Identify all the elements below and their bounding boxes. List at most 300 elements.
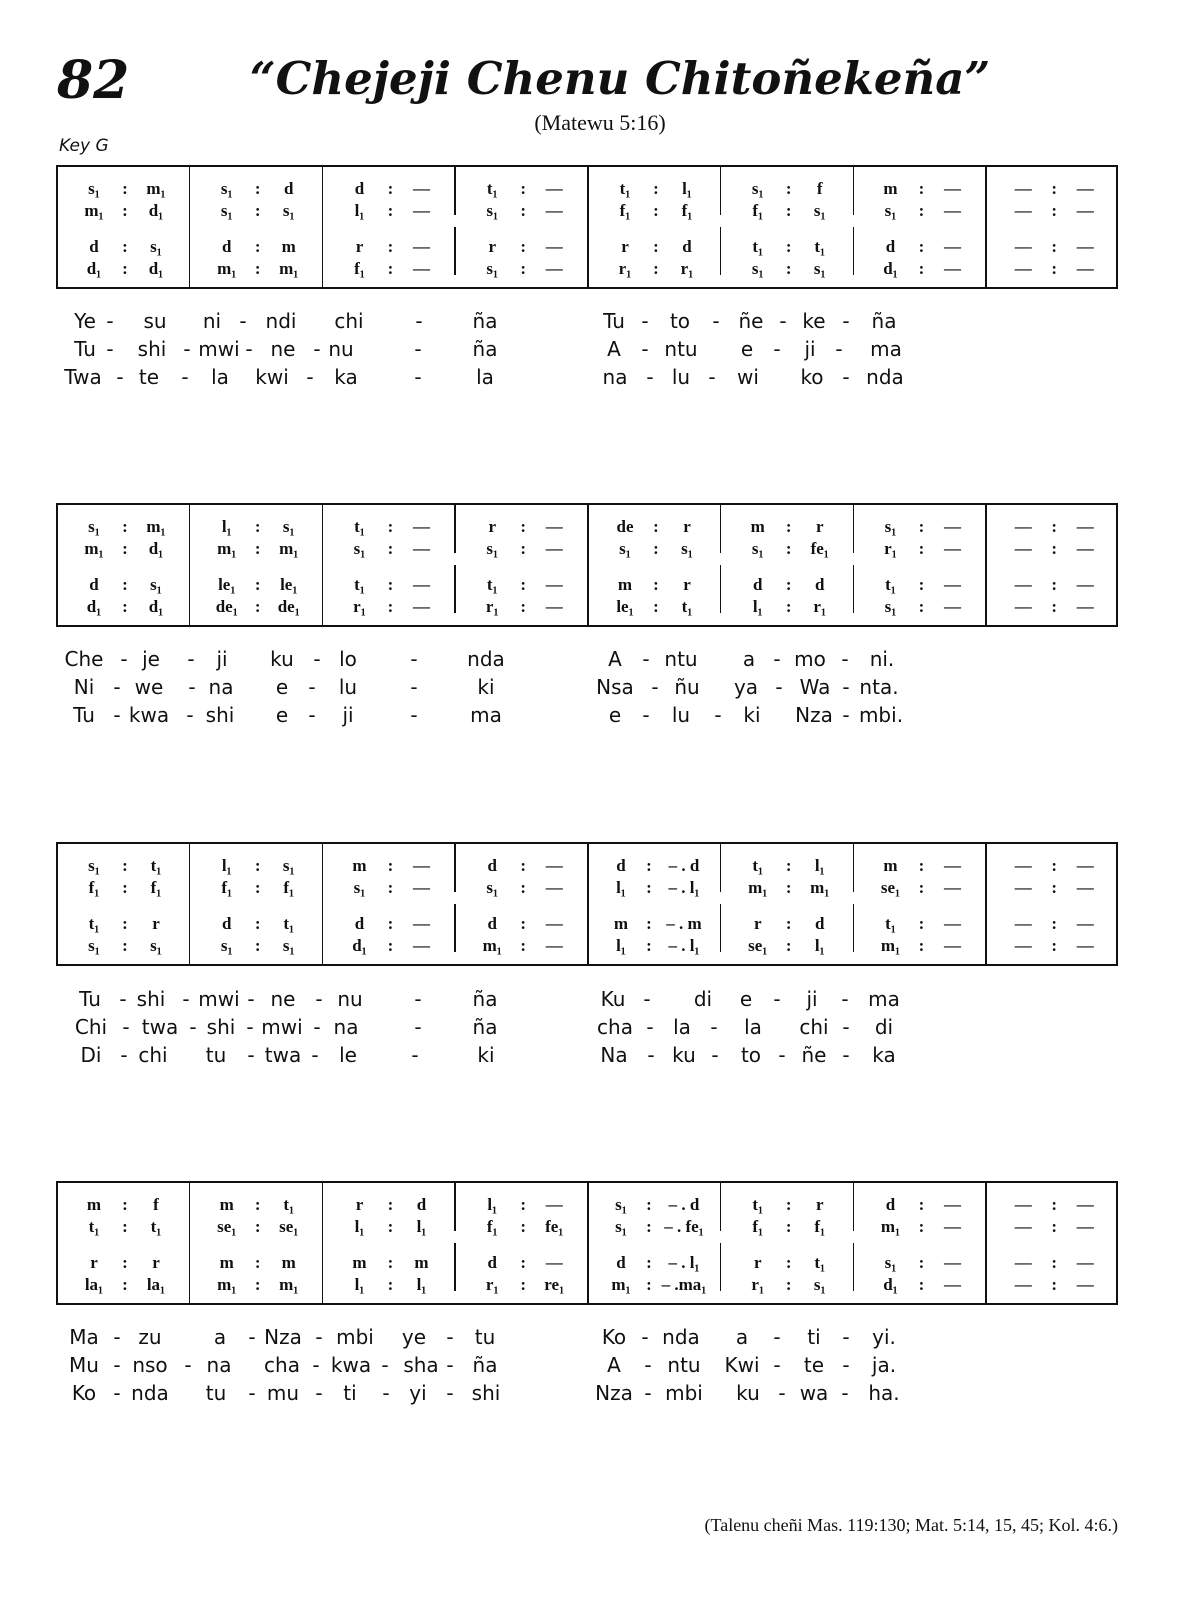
beat-colon: :: [387, 1253, 394, 1272]
note: d₁: [148, 539, 164, 558]
measure: [987, 505, 1120, 629]
note: de₁: [277, 597, 300, 616]
scripture-reference: (Matewu 5:16): [534, 110, 666, 135]
voice-row: [324, 855, 457, 877]
syllable: e: [275, 675, 289, 699]
syllable-hyphen: -: [381, 1353, 389, 1377]
lyric-line: [56, 363, 1118, 391]
note: —: [1076, 539, 1094, 558]
voice-row: [456, 855, 589, 877]
measure: [58, 1183, 191, 1307]
syllable: la: [744, 1015, 762, 1039]
beat-colon: :: [122, 1195, 128, 1214]
syllable: ki: [477, 675, 495, 699]
lyric-line: [56, 673, 1118, 701]
syllable: ka: [334, 365, 358, 389]
beat-colon: :: [653, 179, 659, 198]
syllable: tu: [205, 1381, 227, 1405]
measure: [58, 505, 191, 629]
lyric-line: [56, 1041, 1118, 1069]
note: m₁: [748, 878, 768, 897]
note: le₁: [280, 575, 298, 594]
voice-row: [722, 877, 855, 899]
note: r: [621, 237, 629, 256]
syllable: ntu: [667, 1353, 701, 1377]
voice-row: [987, 1216, 1120, 1238]
note: s₁: [681, 539, 693, 558]
note: —: [413, 575, 430, 594]
beat-colon: :: [122, 201, 128, 220]
note: l₁: [752, 597, 763, 616]
syllable: zu: [138, 1325, 162, 1349]
note: re₁: [544, 1275, 565, 1294]
note: —: [545, 517, 563, 536]
beat-colon: :: [254, 575, 261, 594]
syllable: ye: [401, 1325, 427, 1349]
beat-colon: :: [918, 179, 925, 198]
note: – .ma₁: [661, 1275, 707, 1294]
syllable-hyphen: -: [414, 1015, 422, 1039]
note: se₁: [279, 1217, 299, 1236]
note: —: [1014, 936, 1032, 955]
note: —: [413, 259, 430, 278]
beat-colon: :: [785, 1195, 792, 1214]
note: —: [1076, 878, 1094, 897]
voice-row: [191, 200, 324, 222]
voice-row: [191, 1194, 324, 1216]
syllable-hyphen: -: [842, 365, 850, 389]
syllable: chi: [334, 309, 364, 333]
syllable-hyphen: -: [113, 1381, 121, 1405]
note: r: [753, 1253, 762, 1272]
beat-colon: :: [520, 856, 527, 875]
syllable-hyphen: -: [312, 1353, 320, 1377]
voice-row: [589, 200, 722, 222]
syllable: mwi: [261, 1015, 303, 1039]
note: —: [545, 936, 563, 955]
voice-row: [456, 877, 589, 899]
syllable-hyphen: -: [835, 337, 843, 361]
note: s₁: [220, 179, 233, 198]
syllable: je: [142, 647, 160, 671]
note: d: [487, 914, 497, 933]
note: m₁: [611, 1275, 631, 1294]
beat-colon: :: [122, 539, 128, 558]
voice-row: [58, 855, 191, 877]
voice-row: [191, 935, 324, 957]
beat-colon: :: [122, 1275, 128, 1294]
syllable: tu: [205, 1043, 227, 1067]
voice-row: [722, 855, 855, 877]
syllable-hyphen: -: [641, 337, 649, 361]
beat-colon: :: [785, 179, 792, 198]
beat-colon: :: [785, 1275, 792, 1294]
beat-colon: :: [387, 179, 394, 198]
note: r: [488, 237, 497, 256]
voice-row: [58, 178, 191, 200]
voice-row: [456, 236, 589, 258]
beat-colon: :: [646, 1253, 652, 1272]
syllable-hyphen: -: [308, 675, 316, 699]
voice-row: [191, 516, 324, 538]
voice-row: [456, 1274, 589, 1296]
note: l₁: [682, 179, 692, 198]
note: m: [883, 179, 898, 198]
voice-row: [589, 574, 722, 596]
beat-colon: :: [785, 539, 792, 558]
voice-row: [987, 258, 1120, 280]
voice-row: [324, 574, 457, 596]
voice-row: [324, 1274, 457, 1296]
syllable-hyphen: -: [651, 675, 659, 699]
key-signature: Key G: [59, 136, 109, 156]
syllable-hyphen: -: [113, 675, 121, 699]
syllable: na: [602, 365, 628, 389]
syllable-hyphen: -: [182, 987, 190, 1011]
syllable-hyphen: -: [411, 1043, 419, 1067]
voice-row: [722, 574, 855, 596]
measure: [722, 1183, 855, 1307]
voice-row: [456, 516, 589, 538]
beat-colon: :: [254, 517, 261, 536]
note: r₁: [353, 597, 366, 616]
note: —: [413, 878, 430, 897]
note: r: [488, 517, 497, 536]
voice-row: [58, 1274, 191, 1296]
voice-row: [722, 935, 855, 957]
syllable: shi: [205, 703, 235, 727]
note: f₁: [221, 878, 233, 897]
note: —: [944, 856, 961, 875]
note: m₁: [217, 1275, 237, 1294]
voice-row: [58, 935, 191, 957]
syllable-hyphen: -: [313, 1015, 321, 1039]
voice-row: [589, 1252, 722, 1274]
syllable: ntu: [664, 647, 698, 671]
syllable-hyphen: -: [122, 1015, 130, 1039]
beat-colon: :: [785, 259, 792, 278]
note: d: [222, 237, 232, 256]
note: de: [616, 517, 634, 536]
note: —: [1076, 201, 1094, 220]
syllable-hyphen: -: [644, 1353, 652, 1377]
beat-colon: :: [785, 201, 792, 220]
note: —: [944, 597, 961, 616]
note: —: [944, 878, 961, 897]
beat-colon: :: [254, 1217, 261, 1236]
syllable: shi: [136, 987, 166, 1011]
note: le₁: [616, 597, 634, 616]
voice-row: [456, 200, 589, 222]
measure: [58, 844, 191, 968]
note: —: [944, 517, 961, 536]
note: r: [683, 575, 691, 594]
syllable-hyphen: -: [446, 1381, 454, 1405]
measure: [324, 844, 457, 968]
syllable-hyphen: -: [642, 703, 650, 727]
note: d: [616, 1253, 626, 1272]
voice-row: [456, 538, 589, 560]
syllable: ntu: [664, 337, 698, 361]
measure: [191, 167, 324, 291]
syllable-hyphen: -: [775, 675, 783, 699]
syllable: mbi: [665, 1381, 703, 1405]
beat-colon: :: [1051, 179, 1058, 198]
syllable: Tu: [74, 337, 96, 361]
beat-colon: :: [520, 201, 527, 220]
lyric-line: [56, 1351, 1118, 1379]
note: d: [284, 179, 294, 198]
note: —: [1076, 856, 1094, 875]
syllable: ka: [872, 1043, 896, 1067]
note: r: [683, 517, 691, 536]
voice-row: [855, 1274, 988, 1296]
syllable: kwa: [128, 703, 170, 727]
note: s₁: [150, 237, 162, 256]
beat-colon: :: [785, 237, 792, 256]
syllable-hyphen: -: [842, 1043, 850, 1067]
note: la₁: [146, 1275, 166, 1294]
beat-colon: :: [918, 201, 925, 220]
beat-colon: :: [653, 539, 659, 558]
note: – . m: [666, 914, 702, 933]
syllable-hyphen: -: [841, 987, 849, 1011]
note: m: [352, 856, 367, 875]
syllable: tu: [474, 1325, 496, 1349]
note: —: [545, 259, 563, 278]
note: m: [883, 856, 898, 875]
footer-references: (Talenu cheñi Mas. 119:130; Mat. 5:14, 15, 45; Kol. 4:6.): [704, 1515, 1118, 1535]
syllable: wi: [737, 365, 759, 389]
beat-colon: :: [785, 914, 792, 933]
note: t₁: [88, 914, 100, 933]
syllable-hyphen: -: [414, 337, 422, 361]
measure: [456, 167, 589, 291]
note: f₁: [486, 1217, 498, 1236]
beat-colon: :: [1051, 878, 1058, 897]
voice-row: [589, 1216, 722, 1238]
beat-colon: :: [387, 259, 394, 278]
note: s₁: [282, 936, 295, 955]
syllable: ke: [802, 309, 826, 333]
note: —: [1076, 1253, 1094, 1272]
beat-colon: :: [1051, 936, 1058, 955]
note: l₁: [416, 1275, 427, 1294]
note: —: [1014, 878, 1032, 897]
note: m: [613, 914, 629, 933]
note: m₁: [279, 259, 299, 278]
note: m₁: [482, 936, 502, 955]
measure: [589, 1183, 722, 1307]
voice-row: [722, 258, 855, 280]
voice-row: [324, 236, 457, 258]
syllable-hyphen: -: [120, 647, 128, 671]
note: —: [944, 575, 961, 594]
syllable: lo: [339, 647, 357, 671]
note: s₁: [88, 936, 100, 955]
voice-row: [456, 913, 589, 935]
syllable-hyphen: -: [641, 1325, 649, 1349]
syllable: ña: [472, 337, 498, 361]
measure: [324, 1183, 457, 1307]
syllable: Tu: [79, 987, 101, 1011]
beat-colon: :: [122, 936, 128, 955]
syllable: Nsa: [596, 675, 634, 699]
measure: [722, 167, 855, 291]
syllable: A: [607, 337, 621, 361]
syllable: lu: [671, 703, 691, 727]
voice-row: [589, 1194, 722, 1216]
syllable-hyphen: -: [642, 647, 650, 671]
note: d: [885, 237, 896, 256]
note: —: [413, 856, 430, 875]
voice-row: [191, 178, 324, 200]
syllable: la: [673, 1015, 691, 1039]
note: —: [944, 936, 961, 955]
note: se₁: [748, 936, 768, 955]
lyric-line: [56, 1013, 1118, 1041]
syllable: yi: [409, 1381, 427, 1405]
syllable-hyphen: -: [248, 1325, 256, 1349]
beat-colon: :: [254, 914, 261, 933]
syllable-hyphen: -: [773, 1353, 781, 1377]
voice-row: [589, 178, 722, 200]
voice-row: [987, 913, 1120, 935]
beat-colon: :: [646, 856, 652, 875]
note: m₁: [84, 201, 104, 220]
syllable-hyphen: -: [247, 987, 255, 1011]
syllable: Ni: [73, 675, 95, 699]
voice-row: [456, 258, 589, 280]
syllable-hyphen: -: [113, 1353, 121, 1377]
note: —: [944, 259, 961, 278]
syllable: nu: [328, 337, 354, 361]
beat-colon: :: [646, 1275, 652, 1294]
syllable: we: [134, 675, 164, 699]
note: r: [753, 914, 762, 933]
note: m₁: [810, 878, 830, 897]
beat-colon: :: [254, 259, 261, 278]
syllable: ya: [733, 675, 759, 699]
syllable-hyphen: -: [778, 1381, 786, 1405]
note: l₁: [354, 1217, 365, 1236]
beat-colon: :: [520, 1195, 527, 1214]
voice-row: [855, 1252, 988, 1274]
note: r₁: [485, 597, 499, 616]
beat-colon: :: [1051, 1275, 1058, 1294]
syllable-hyphen: -: [841, 1381, 849, 1405]
note: r: [815, 1195, 824, 1214]
note: t₁: [752, 237, 764, 256]
note: – . l₁: [668, 936, 700, 955]
voice-row: [987, 200, 1120, 222]
voice-row: [456, 935, 589, 957]
beat-colon: :: [387, 856, 394, 875]
note: m: [281, 237, 296, 256]
voice-row: [987, 877, 1120, 899]
beat-colon: :: [918, 517, 925, 536]
voice-row: [191, 236, 324, 258]
voice-row: [987, 538, 1120, 560]
voice-row: [191, 1252, 324, 1274]
beat-colon: :: [520, 597, 527, 616]
note: s₁: [813, 201, 826, 220]
note: —: [1014, 539, 1032, 558]
note: m₁: [84, 539, 104, 558]
syllable: Di: [80, 1043, 102, 1067]
beat-colon: :: [785, 1217, 792, 1236]
note: r₁: [680, 259, 694, 278]
note: d₁: [148, 259, 164, 278]
beat-colon: :: [653, 517, 659, 536]
note: d: [487, 856, 497, 875]
syllable: shi: [471, 1381, 501, 1405]
note: —: [413, 597, 430, 616]
note: d: [354, 914, 365, 933]
beat-colon: :: [1051, 237, 1058, 256]
note: —: [1014, 517, 1032, 536]
note: de₁: [215, 597, 238, 616]
note: m: [219, 1253, 234, 1272]
measure: [855, 844, 988, 968]
note: d₁: [86, 597, 102, 616]
beat-colon: :: [1051, 914, 1058, 933]
syllable: lu: [338, 675, 358, 699]
voice-row: [324, 538, 457, 560]
syllable: shi: [137, 337, 167, 361]
syllable-hyphen: -: [779, 309, 787, 333]
voice-row: [722, 913, 855, 935]
syllable-hyphen: -: [773, 1325, 781, 1349]
syllable: nda: [866, 365, 904, 389]
note: f: [153, 1195, 159, 1214]
beat-colon: :: [1051, 201, 1058, 220]
syllable-hyphen: -: [842, 703, 850, 727]
syllable-hyphen: -: [643, 987, 651, 1011]
syllable: ndi: [265, 309, 297, 333]
syllable: ku: [736, 1381, 760, 1405]
note: s₁: [813, 259, 826, 278]
syllable: chi: [138, 1043, 168, 1067]
syllable: Wa: [799, 675, 831, 699]
syllable: na: [206, 1353, 232, 1377]
lyrics-block: [56, 985, 1118, 1075]
beat-colon: :: [254, 936, 261, 955]
syllable-hyphen: -: [646, 1015, 654, 1039]
syllable: ji: [804, 337, 816, 361]
syllable-hyphen: -: [708, 365, 716, 389]
note: m₁: [217, 539, 237, 558]
voice-row: [987, 855, 1120, 877]
note: f₁: [814, 1217, 826, 1236]
voice-row: [456, 178, 589, 200]
syllable: a: [735, 1325, 749, 1349]
syllable-hyphen: -: [315, 1381, 323, 1405]
note: t₁: [885, 914, 896, 933]
syllable: ña: [472, 1353, 498, 1377]
syllable: Tu: [603, 309, 625, 333]
note: —: [413, 517, 430, 536]
beat-colon: :: [785, 1253, 792, 1272]
voice-row: [855, 236, 988, 258]
note: m₁: [217, 259, 237, 278]
note: —: [413, 179, 430, 198]
measure: [456, 1183, 589, 1307]
note: t₁: [283, 1195, 295, 1214]
voice-row: [589, 913, 722, 935]
beat-colon: :: [653, 237, 659, 256]
note: s₁: [220, 936, 233, 955]
